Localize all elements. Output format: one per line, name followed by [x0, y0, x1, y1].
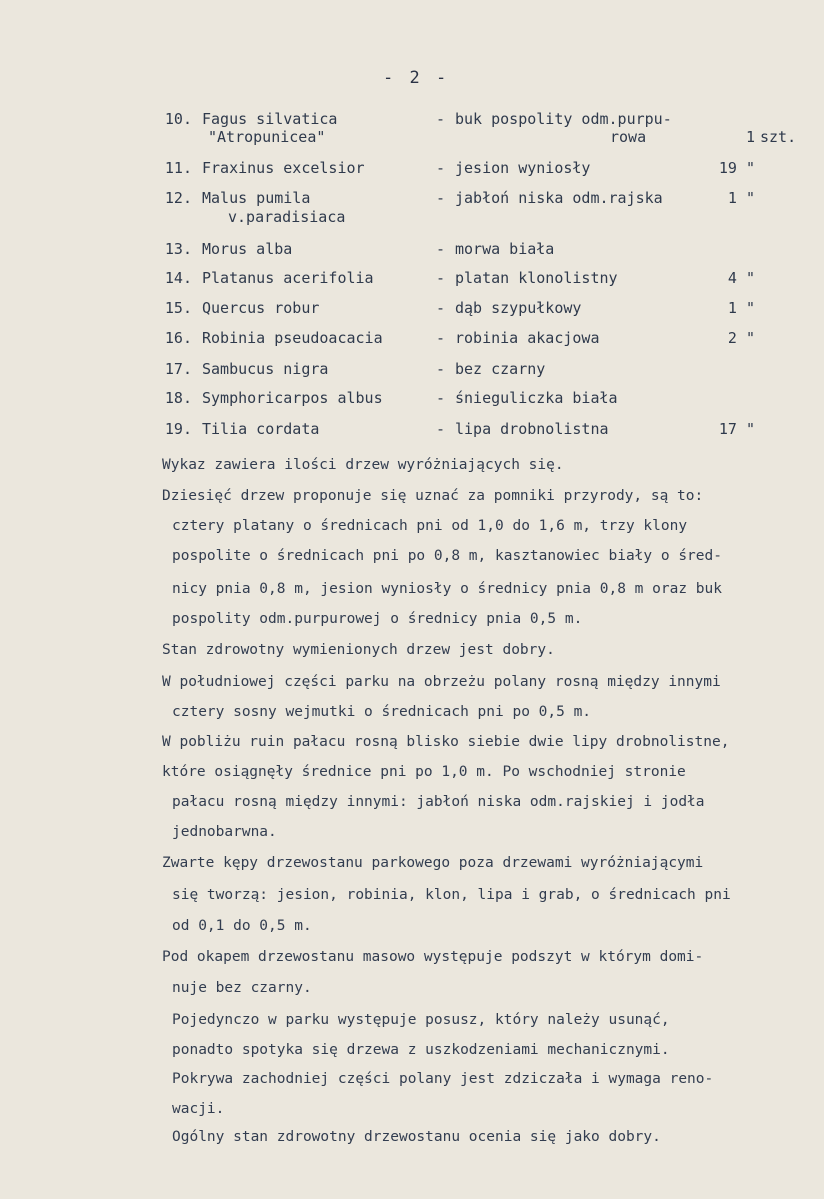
page-number: - 2 -: [383, 68, 450, 88]
text-line: od 0,1 do 0,5 m.: [172, 918, 312, 934]
species-latin-name: Fagus silvatica: [202, 110, 338, 128]
species-number: 16.: [164, 329, 192, 347]
species-latin-name: Fraxinus excelsior: [202, 159, 365, 177]
species-quantity: 1 ": [727, 299, 755, 317]
species-polish-name: morwa biała: [455, 240, 555, 258]
species-polish-name: dąb szypułkowy: [455, 299, 582, 317]
species-quantity: 1 ": [727, 189, 755, 207]
dash: -: [436, 110, 446, 128]
species-latin-name: Robinia pseudoacacia: [202, 329, 383, 347]
dash: -: [436, 240, 446, 258]
species-quantity: 4 ": [727, 269, 755, 287]
species-number: 19.: [164, 420, 192, 438]
text-line: Pokrywa zachodniej części polany jest zdziczała i wymaga reno-: [172, 1071, 714, 1087]
dash: -: [436, 420, 446, 438]
dash: -: [436, 299, 446, 317]
species-quantity: 1: [745, 128, 755, 146]
species-polish-name: bez czarny: [455, 360, 546, 378]
species-polish-name: robinia akacjowa: [455, 329, 600, 347]
text-line: ponadto spotyka się drzewa z uszkodzeniami mechanicznymi.: [172, 1042, 670, 1058]
species-latin-cultivar: "Atropunicea": [208, 128, 326, 146]
text-line: które osiągnęły średnice pni po 1,0 m. Po wschodniej stronie: [162, 764, 686, 780]
text-line: pałacu rosną między innymi: jabłoń niska odm.rajskiej i jodła: [172, 794, 705, 810]
text-line: Pod okapem drzewostanu masowo występuje podszyt w którym domi-: [162, 949, 704, 965]
dash: -: [436, 389, 446, 407]
text-line: Wykaz zawiera ilości drzew wyróżniających się.: [162, 457, 564, 473]
species-number: 11.: [164, 159, 192, 177]
text-line: Stan zdrowotny wymienionych drzew jest dobry.: [162, 642, 555, 658]
species-number: 14.: [164, 269, 192, 287]
species-number: 13.: [164, 240, 192, 258]
species-polish-name: jesion wyniosły: [455, 159, 591, 177]
species-polish-name: jabłoń niska odm.rajska: [455, 189, 663, 207]
species-polish-name: lipa drobnolistna: [455, 420, 609, 438]
dash: -: [436, 159, 446, 177]
text-line: nuje bez czarny.: [172, 980, 312, 996]
species-latin-name: Malus pumila: [202, 189, 311, 207]
text-line: nicy pnia 0,8 m, jesion wyniosły o średnicy pnia 0,8 m oraz buk: [172, 581, 722, 597]
species-latin-name: Tilia cordata: [202, 420, 320, 438]
species-number: 12.: [164, 189, 192, 207]
text-line: wacji.: [172, 1101, 225, 1117]
species-latin-name: Morus alba: [202, 240, 293, 258]
species-latin-variety: v.paradisiaca: [228, 208, 346, 226]
species-quantity: 2 ": [727, 329, 755, 347]
text-line: Zwarte kępy drzewostanu parkowego poza drzewami wyróżniającymi: [162, 855, 704, 871]
species-unit: szt.: [760, 128, 797, 146]
text-line: Dziesięć drzew proponuje się uznać za pomniki przyrody, są to:: [162, 488, 704, 504]
species-polish-name: platan klonolistny: [455, 269, 618, 287]
dash: -: [436, 329, 446, 347]
species-latin-name: Sambucus nigra: [202, 360, 329, 378]
text-line: Ogólny stan zdrowotny drzewostanu ocenia się jako dobry.: [172, 1129, 661, 1145]
text-line: się tworzą: jesion, robinia, klon, lipa i grab, o średnicach pni: [172, 887, 731, 903]
dash: -: [436, 189, 446, 207]
text-line: W południowej części parku na obrzeżu polany rosną między innymi: [162, 674, 721, 690]
species-polish-name: buk pospolity odm.purpu-: [455, 110, 672, 128]
species-latin-name: Platanus acerifolia: [202, 269, 374, 287]
species-polish-name: śnieguliczka biała: [455, 389, 618, 407]
species-latin-name: Symphoricarpos albus: [202, 389, 383, 407]
species-number: 18.: [164, 389, 192, 407]
species-number: 10.: [164, 110, 192, 128]
text-line: cztery platany o średnicach pni od 1,0 do 1,6 m, trzy klony: [172, 518, 688, 534]
species-polish-continuation: rowa: [610, 128, 647, 146]
text-line: Pojedynczo w parku występuje posusz, który należy usunąć,: [172, 1012, 670, 1028]
text-line: cztery sosny wejmutki o średnicach pni po 0,5 m.: [172, 704, 592, 720]
dash: -: [436, 360, 446, 378]
text-line: W pobliżu ruin pałacu rosną blisko siebie dwie lipy drobnolistne,: [162, 734, 730, 750]
text-line: pospolity odm.purpurowej o średnicy pnia 0,5 m.: [172, 611, 583, 627]
dash: -: [436, 269, 446, 287]
text-line: pospolite o średnicach pni po 0,8 m, kasztanowiec biały o śred-: [172, 548, 722, 564]
text-line: jednobarwna.: [172, 824, 277, 840]
species-quantity: 17 ": [718, 420, 755, 438]
species-number: 17.: [164, 360, 192, 378]
species-number: 15.: [164, 299, 192, 317]
species-quantity: 19 ": [718, 159, 755, 177]
species-latin-name: Quercus robur: [202, 299, 320, 317]
